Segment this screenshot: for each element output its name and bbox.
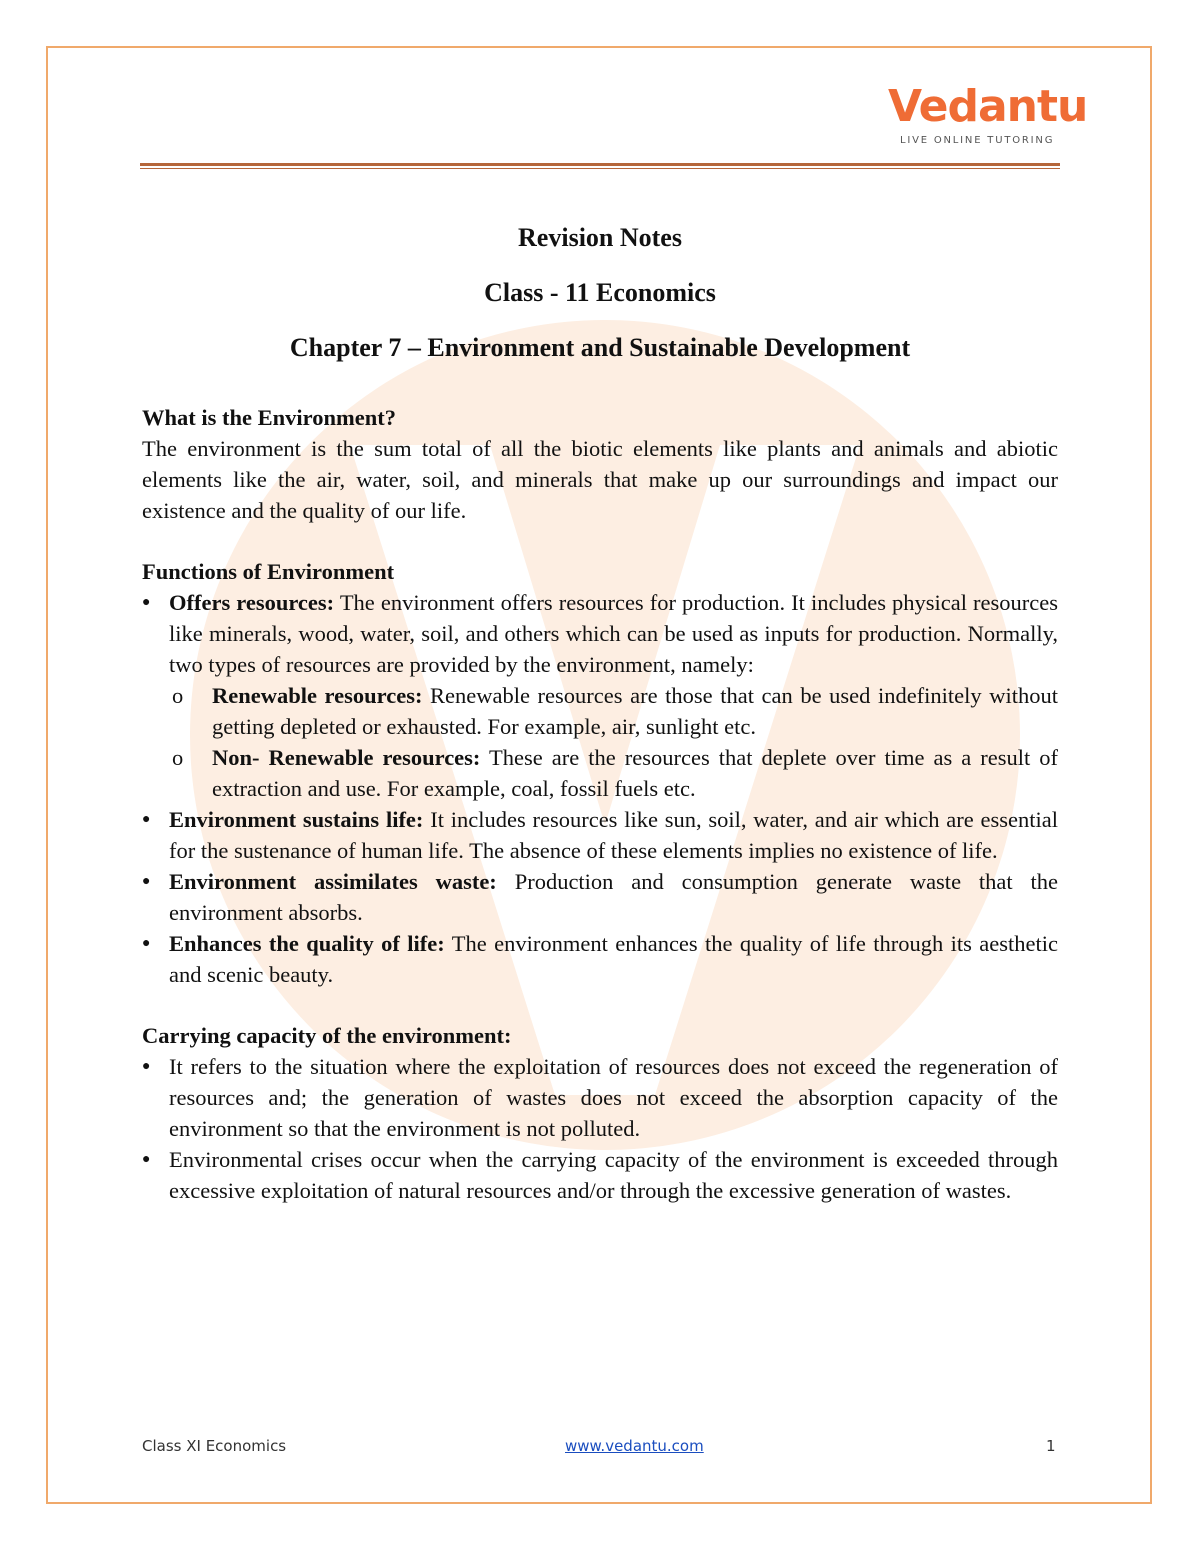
chapter-title: Chapter 7 – Environment and Sustainable Development [289,333,911,362]
carrying-capacity-list [142,1051,1058,1206]
section-what-is-environment [142,402,1058,526]
item-label: Environment sustains life: [169,807,424,832]
section-heading: Functions of Environment [142,559,395,584]
item-text: These are the resources that deplete over time as a result of extraction and use. For example, coal, fossil fuels etc. [212,745,1059,801]
list-item: ● It refers to the situation where the exploitation of resources does not exceed the regeneration of resources and; the generation of wastes does not exceed the absorption capacity of the environment so that the environment is not polluted. [142,1051,1058,1144]
item-text: The environment offers resources for production. It includes physical resources like minerals, wood, water, soil, and others which can be used as inputs for production. Normally, two types of resources are provided by the environment, namely: [169,590,1059,677]
item-text: The environment enhances the quality of life through its aesthetic and scenic beauty. [169,931,1058,987]
section-carrying-capacity [142,1020,1058,1206]
list-item [142,804,1058,866]
list-item [142,928,1058,990]
item-text: Production and consumption generate waste that the environment absorbs. [169,869,1059,925]
section-functions [142,556,1058,990]
section-heading: Carrying capacity of the environment: [142,1023,512,1048]
list-item: ● Environmental crises occur when the carrying capacity of the environment is exceeded through excessive exploitation of natural resources and/or through the excessive generation of wastes. [142,1144,1058,1206]
item-label: Enhances the quality of life: [169,931,445,956]
section-heading: What is the Environment? [142,405,396,430]
section-paragraph: The environment is the sum total of all the biotic elements like plants and animals and abiotic elements like the air, water, soil, and minerals that make up our surroundings and impact our existence and the quality of our life. [142,436,1058,523]
vedantu-logo [888,81,1088,152]
item-label: Renewable resources: [212,683,423,708]
item-label: Offers resources: [169,590,335,615]
item-text: It includes resources like sun, soil, water, and air which are essential for the sustenance of human life. The absence of these elements implies no existence of life. [169,807,1058,863]
item-label: Non- Renewable resources: [212,745,481,770]
page-number: 1 [1046,1437,1056,1455]
footer-class-label: Class XI Economics [142,1437,287,1455]
list-item [142,866,1058,928]
page-title: Revision Notes [518,223,682,252]
document-body [142,210,1058,1206]
resource-types-list [142,680,1058,804]
header-rule-thin [140,168,1060,169]
item-label: Environment assimilates waste: [169,869,497,894]
class-subtitle: Class - 11 Economics [484,278,716,307]
header-rule [140,163,1060,166]
footer-website-link[interactable]: www.vedantu.com [565,1437,704,1455]
functions-list [142,587,1058,990]
item-text: Renewable resources are those that can be used indefinitely without getting depleted or exhausted. For example, air, sunlight etc. [212,683,1058,739]
sub-list-item [142,742,1058,804]
logo-tagline: LIVE ONLINE TUTORING [900,135,1055,146]
sub-list-item [142,680,1058,742]
logo-wordmark: Vedantu [888,81,1088,132]
list-item [142,587,1058,804]
